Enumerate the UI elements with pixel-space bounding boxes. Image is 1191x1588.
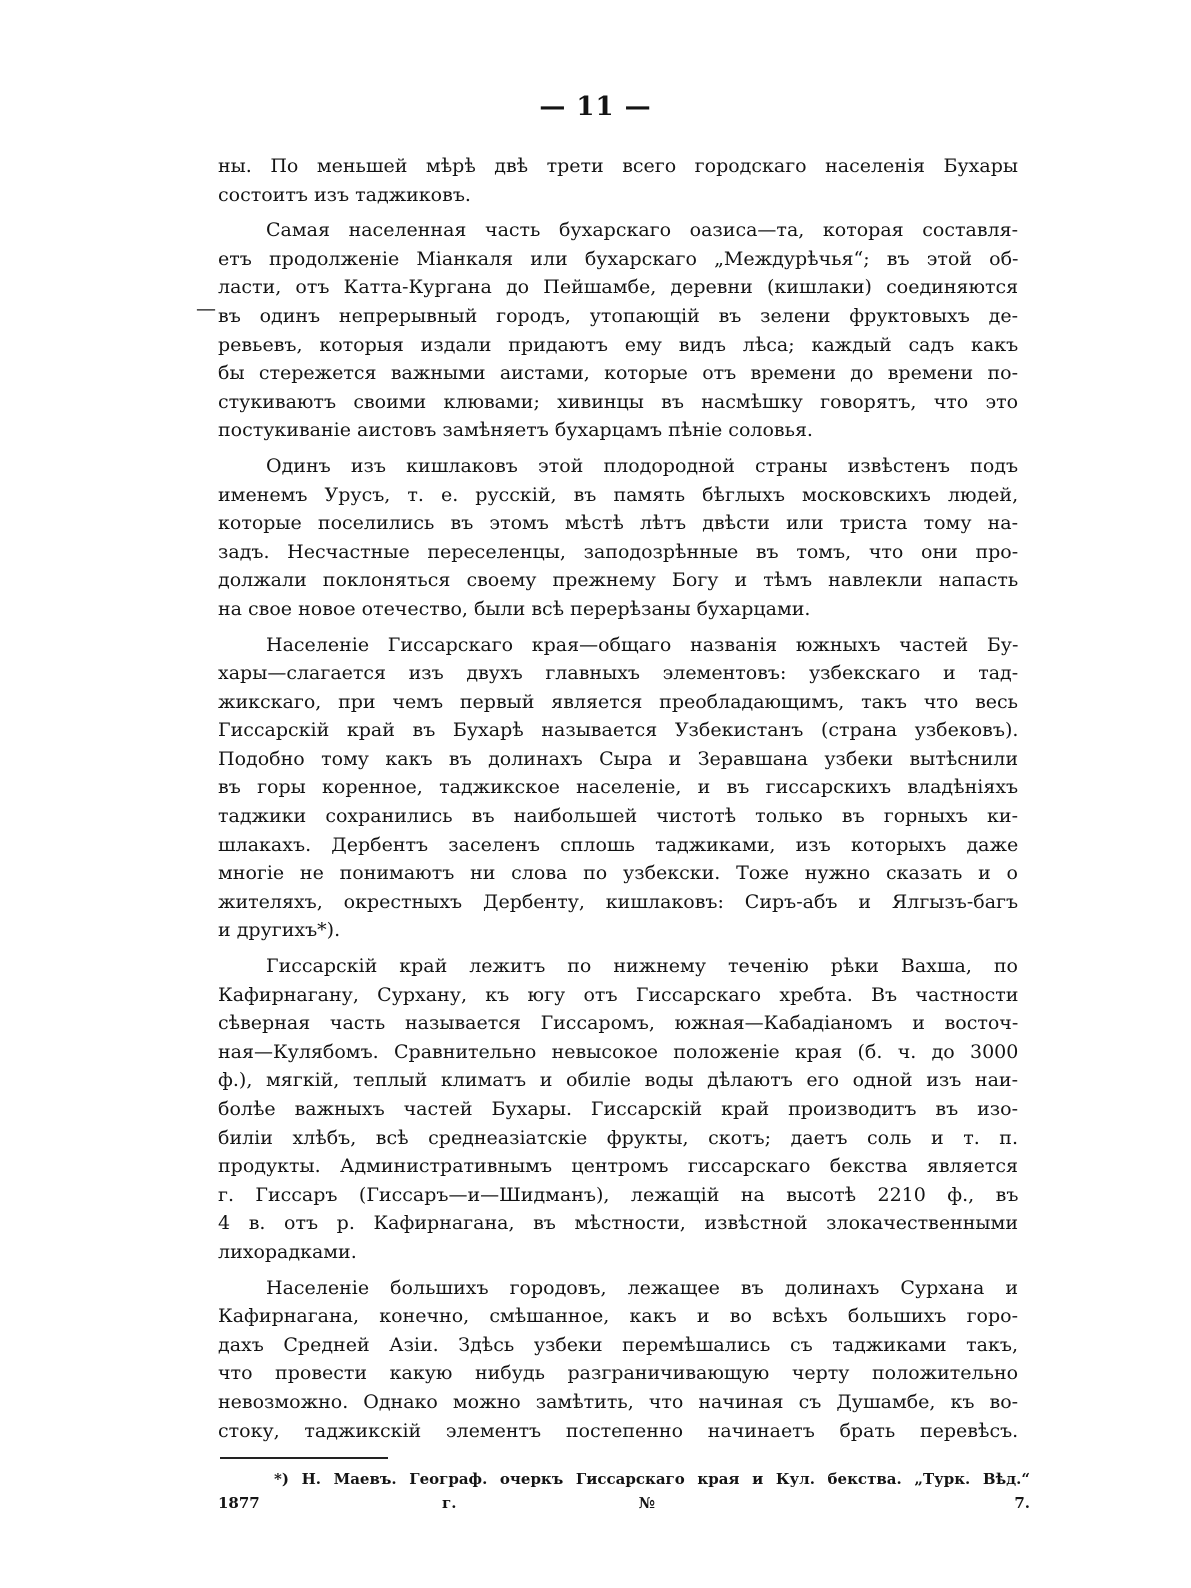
- text-line: Кафирнагана, конечно, смѣшанное, какъ и во всѣхъ большихъ горо-: [218, 1305, 1018, 1328]
- footnote-line: *) Н. Маевъ. Географ. очеркъ Гиссарскаго края и Кул. бекства. „Турк. Вѣд.“: [274, 1470, 1030, 1488]
- text-line: и другихъ*).: [218, 919, 341, 942]
- text-line: именемъ Урусъ, т. е. русскій, въ память бѣглыхъ московскихъ людей,: [218, 483, 1019, 506]
- text-line: продукты. Административнымъ центромъ гиссарскаго бекства является: [218, 1155, 1018, 1178]
- footnote: [218, 1467, 1030, 1515]
- text-line: ная—Кулябомъ. Сравнительно невысокое положеніе края (б. ч. до 3000: [218, 1040, 1019, 1063]
- text-line: Гиссарскій край лежитъ по нижнему теченію рѣки Вахша, по: [266, 955, 1018, 978]
- paragraph: [218, 216, 1018, 445]
- text-line: бы стережется важными аистами, которые отъ времени до времени по-: [218, 362, 1018, 385]
- text-line: Населеніе Гиссарскаго края—общаго названія южныхъ частей Бу-: [266, 633, 1019, 656]
- text-line: на свое новое отечество, были всѣ перерѣзаны бухарцами.: [218, 597, 811, 620]
- text-line: невозможно. Однако можно замѣтить, что начиная съ Душамбе, къ во-: [218, 1390, 1019, 1413]
- text-line: етъ продолженіе Міанкаля или бухарскаго „Междурѣчья“; въ этой об-: [218, 247, 1019, 270]
- text-line: задъ. Несчастные переселенцы, заподозрѣнные въ томъ, что они про-: [218, 540, 1019, 563]
- paragraph: [218, 1274, 1018, 1446]
- text-line: Самая населенная часть бухарскаго оазиса—та, которая составля-: [266, 219, 1018, 242]
- text-line: 4 в. отъ р. Кафирнагана, въ мѣстности, извѣстной злокачественными: [218, 1212, 1018, 1235]
- text-line: многіе не понимаютъ ни слова по узбекски. Тоже нужно сказать и о: [218, 862, 1018, 885]
- text-line: г. Гиссаръ (Гиссаръ—и—Шидманъ), лежащій на высотѣ 2210 ф., въ: [218, 1183, 1019, 1206]
- footnote-divider: [220, 1457, 388, 1459]
- paragraph: [218, 152, 1018, 209]
- text-line: ф.), мягкій, теплый климатъ и обиліе воды дѣлаютъ его одной изъ наи-: [218, 1069, 1018, 1092]
- footnote-line: 1877 г. № 7.: [218, 1494, 1030, 1512]
- text-line: жителяхъ, окрестныхъ Дербенту, кишлаковъ: Сиръ-абъ и Ялгызъ-багъ: [218, 890, 1019, 913]
- paragraph: [218, 631, 1018, 946]
- text-line: хары—слагается изъ двухъ главныхъ элементовъ: узбекскаго и тад-: [218, 662, 1019, 685]
- text-line: ны. По меньшей мѣрѣ двѣ трети всего городскаго населенія Бухары: [218, 155, 1018, 177]
- page-number: — 11 —: [539, 92, 652, 122]
- text-line: въ одинъ непрерывный городъ, утопающій въ зелени фруктовыхъ де-: [218, 304, 1019, 327]
- text-line: таджики сохранились въ наибольшей чистотѣ только въ горныхъ ки-: [218, 805, 1018, 828]
- text-line: должали поклоняться своему прежнему Богу и тѣмъ навлекли напасть: [218, 569, 1019, 592]
- text-line: биліи хлѣбъ, всѣ среднеазіатскіе фрукты, скотъ; даетъ соль и т. п.: [218, 1126, 1019, 1149]
- text-line: дахъ Средней Азіи. Здѣсь узбеки перемѣшались съ таджиками такъ,: [218, 1333, 1018, 1356]
- text-line: сѣверная часть называется Гиссаромъ, южная—Кабадіаномъ и восточ-: [218, 1012, 1019, 1035]
- text-line: шлакахъ. Дербентъ заселенъ сплошь таджиками, изъ которыхъ даже: [218, 833, 1019, 856]
- paragraph: [218, 452, 1018, 624]
- text-line: Одинъ изъ кишлаковъ этой плодородной страны извѣстенъ подъ: [266, 454, 1019, 477]
- text-line: Кафирнагану, Сурхану, къ югу отъ Гиссарскаго хребта. Въ частности: [218, 983, 1019, 1006]
- text-line: состоитъ изъ таджиковъ.: [218, 183, 471, 206]
- text-line: Населеніе большихъ городовъ, лежащее въ долинахъ Сурхана и: [266, 1276, 1019, 1299]
- text-line: Подобно тому какъ въ долинахъ Сыра и Зеравшана узбеки вытѣснили: [218, 747, 1018, 770]
- text-line: стоку, таджикскій элементъ постепенно начинаетъ брать перевѣсъ.: [218, 1419, 1019, 1442]
- text-line: что провести какую нибудь разграничивающую черту положительно: [218, 1362, 1019, 1385]
- text-line: ревьевъ, которыя издали придаютъ ему видъ лѣса; каждый садъ какъ: [218, 333, 1019, 356]
- body-text: [218, 152, 1018, 1452]
- text-line: которые поселились въ этомъ мѣстѣ лѣтъ двѣсти или триста тому на-: [218, 512, 1019, 535]
- text-line: Гиссарскій край въ Бухарѣ называется Узбекистанъ (страна узбековъ).: [218, 719, 1019, 742]
- text-line: лихорадками.: [218, 1240, 357, 1263]
- text-line: въ горы коренное, таджикское населеніе, и въ гиссарскихъ владѣніяхъ: [218, 776, 1019, 799]
- text-line: болѣе важныхъ частей Бухары. Гиссарскій край производитъ въ изо-: [218, 1098, 1018, 1120]
- paragraph: [218, 952, 1018, 1267]
- text-line: жикскаго, при чемъ первый является преобладающимъ, такъ что весь: [218, 690, 1018, 713]
- text-line: стукиваютъ своими клювами; хивинцы въ насмѣшку говорятъ, что это: [218, 390, 1019, 413]
- margin-mark: —: [196, 296, 216, 320]
- text-line: ласти, отъ Катта-Кургана до Пейшамбе, деревни (кишлаки) соединяются: [218, 276, 1019, 299]
- text-line: постукиванiе аистовъ замѣняетъ бухарцамъ пѣніе соловья.: [218, 419, 813, 442]
